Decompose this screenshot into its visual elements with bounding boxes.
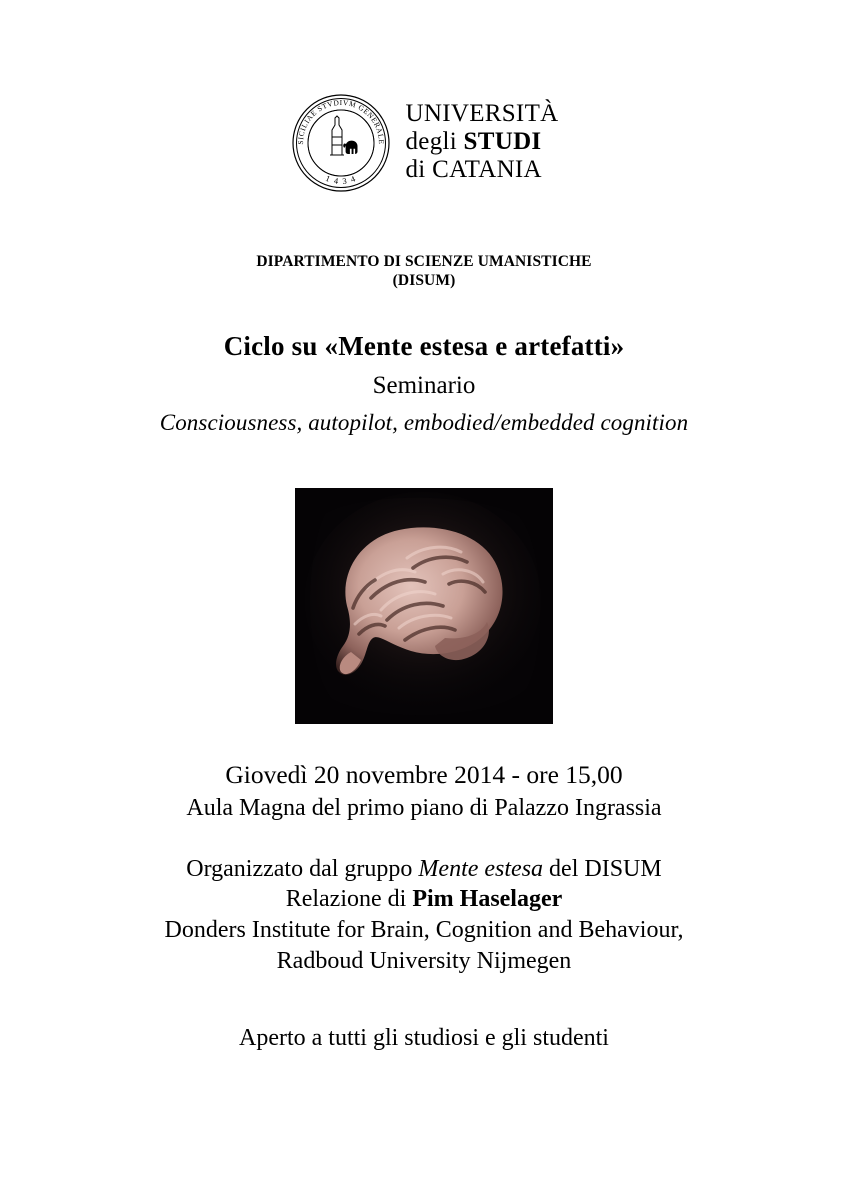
svg-text:1 4 3 4: 1 4 3 4 [323,172,358,187]
department-line1: DIPARTIMENTO DI SCIENZE UMANISTICHE [256,253,592,270]
university-name-line2-bold: STUDI [463,128,542,155]
event-subtitle: Consciousness, autopilot, embodied/embedded cognition [159,409,689,435]
organizer-line [165,854,684,885]
university-logo [290,92,559,194]
department-line2: (DISUM) [392,272,456,290]
event-kind: Seminario [372,371,476,399]
organizer-suffix: del DISUM [543,855,662,882]
event-datetime: Giovedì 20 novembre 2014 - ore 15,00 [225,759,623,789]
organizer-prefix: Organizzato dal gruppo [186,855,419,882]
university-name-line1: UNIVERSITÀ [405,100,559,127]
university-name [406,100,559,186]
university-name-line3: di CATANIA [405,156,542,183]
svg-text:SICILIAE STVDIVM GENERALE: SICILIAE STVDIVM GENERALE [295,97,386,145]
organizer-block [165,854,684,977]
affiliation-line1: Donders Institute for Brain, Cognition and Behaviour, [164,917,684,944]
speaker-name: Pim Haselager [412,886,563,913]
university-name-line2 [406,128,559,156]
university-name-line2-light: degli [405,128,464,155]
department-heading [256,252,591,291]
speaker-line [165,884,684,915]
affiliation-line2: Radboud University Nijmegen [276,947,572,974]
cycle-title: Ciclo su «Mente estesa e artefatti» [223,330,625,361]
event-venue: Aula Magna del primo piano di Palazzo Ingrassia [186,794,662,821]
university-seal-icon [290,92,392,194]
open-to-note: Aperto a tutti gli studiosi e gli studenti [239,1024,609,1051]
brain-image [295,488,553,724]
organizer-group: Mente estesa [418,855,544,882]
speaker-prefix: Relazione di [285,886,413,913]
